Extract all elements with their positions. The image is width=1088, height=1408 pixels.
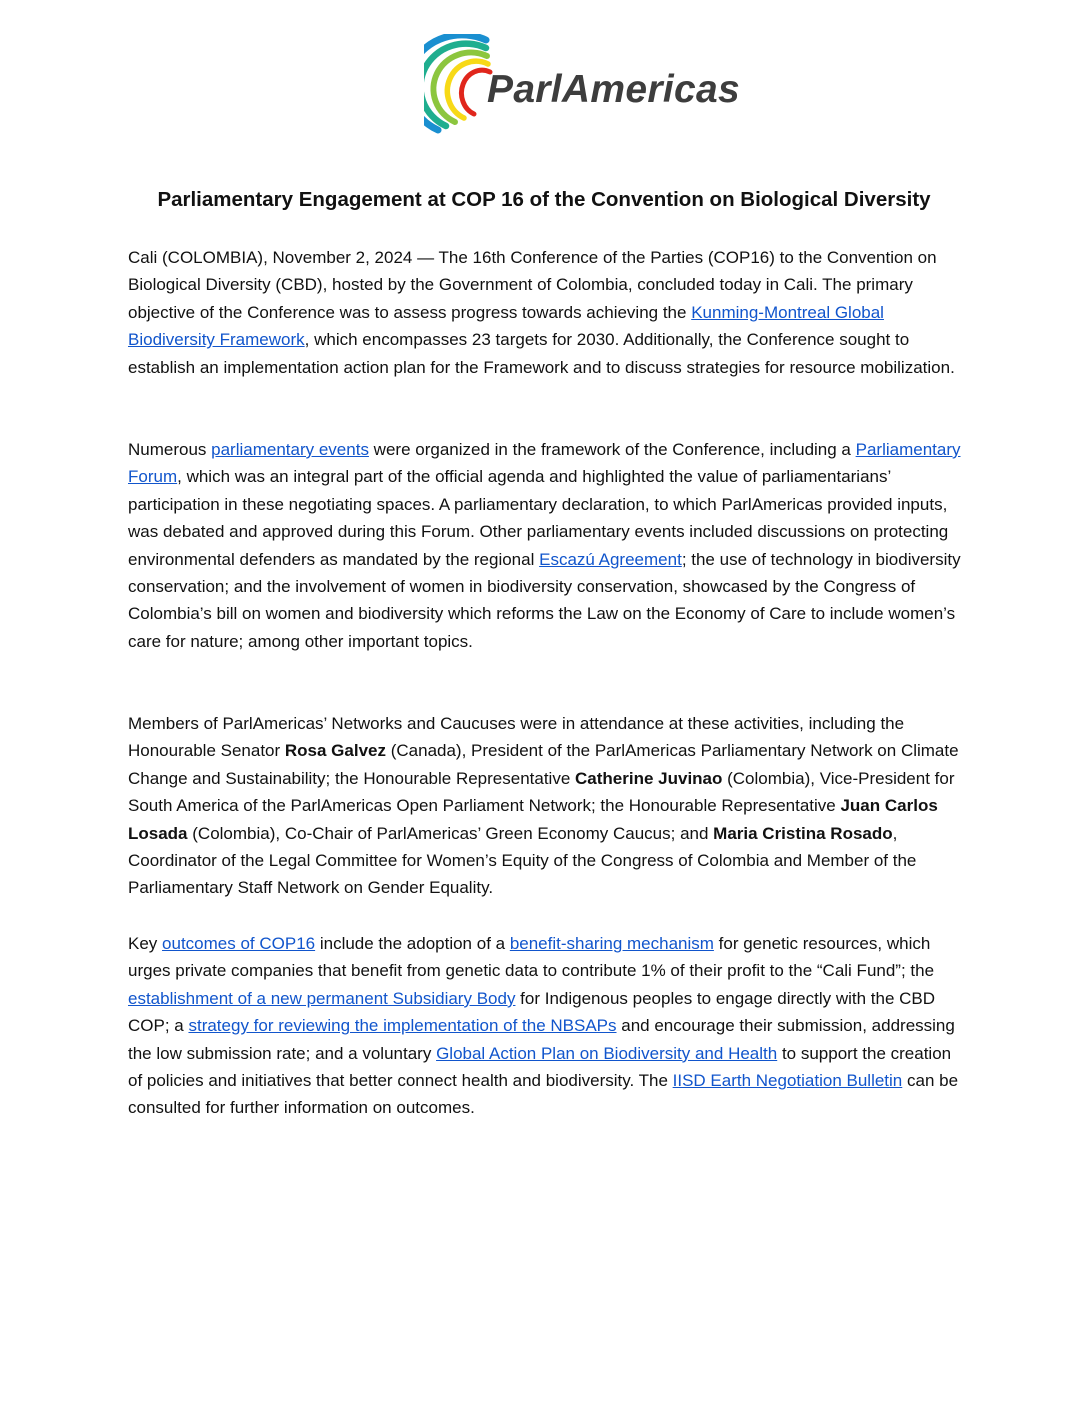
- member-name: Rosa Galvez: [284, 741, 386, 761]
- text-span: can be consulted for further information on outcomes.: [128, 1071, 959, 1118]
- page-title: Parliamentary Engagement at COP 16 of the Convention on Biological Diversity: [157, 188, 931, 211]
- paragraph-parliamentary-events: [128, 436, 968, 655]
- paragraph-outcomes: [128, 930, 968, 1122]
- member-name: Catherine Juvinao: [575, 768, 723, 788]
- text-span: , which encompasses 23 targets for 2030. Additionally, the Conference sought to establish an implementation action plan for the Framework and to discuss strategies for resource mobilization.: [128, 330, 955, 377]
- link-parliamentary-events[interactable]: parliamentary events: [211, 440, 369, 459]
- text-span: (Canada), President of the ParlAmericas Parliamentary Network on Climate Change and Sustainability; the Honourable Representative: [128, 741, 959, 788]
- text-span: Numerous: [128, 440, 212, 459]
- paragraph-members: [128, 710, 968, 902]
- member-name: Maria Cristina Rosado: [713, 823, 893, 843]
- text-span: (Colombia), Vice-President for South America of the ParlAmericas Open Parliament Network; the Honourable Representative: [128, 768, 955, 816]
- text-span: and encourage their submission, addressing the low submission rate; and a voluntary: [128, 1016, 955, 1063]
- link-parliamentary-forum[interactable]: Parliamentary Forum: [128, 440, 961, 487]
- text-span: Cali (COLOMBIA), November 2, 2024 — The 16th Conference of the Parties (COP16) to the Convention on Biological Diversity (CBD), hosted by the Government of Colombia, concluded today in Cali. The primary objective of the Conference was to assess progress towards achieving the: [128, 248, 937, 322]
- parlamericas-logo: [424, 34, 774, 134]
- text-span: , which was an integral part of the official agenda and highlighted the value of parliamentarians’ participation in these negotiating spaces. A parliamentary declaration, to which ParlAmericas provided inputs, was debated and approved during this Forum. Other parliamentary events included discussions on protecting environmental defenders as mandated by the regional: [128, 467, 949, 569]
- link-nbsaps-strategy[interactable]: strategy for reviewing the implementation of the NBSAPs: [188, 1016, 617, 1036]
- text-span: to support the creation of policies and initiatives that better connect health and biodiversity. The: [128, 1043, 952, 1091]
- paragraph-intro: [128, 244, 968, 381]
- text-span: for genetic resources, which urges private companies that benefit from genetic data to contribute 1% of their profit to the “Cali Fund”; the: [128, 934, 935, 981]
- text-span: (Colombia), Co-Chair of ParlAmericas’ Green Economy Caucus; and: [187, 823, 714, 843]
- text-span: ; the use of technology in biodiversity conservation; and the involvement of women in biodiversity conservation, showcased by the Congress of Colombia’s bill on women and biodiversity which reforms the Law on the Economy of Care to include women’s care for nature; among other important topics.: [128, 549, 961, 651]
- text-span: include the adoption of a: [315, 934, 510, 953]
- text-span: were organized in the framework of the Conference, including a: [368, 440, 856, 459]
- text-span: , Coordinator of the Legal Committee for Women’s Equity of the Congress of Colombia and Member of the Parliamentary Staff Network on Gender Equality.: [128, 823, 917, 898]
- link-subsidiary-body[interactable]: establishment of a new permanent Subsidiary Body: [128, 988, 516, 1008]
- member-name: Juan Carlos Losada: [128, 796, 938, 843]
- link-kunming-montreal-framework[interactable]: Kunming-Montreal Global Biodiversity Framework: [128, 302, 884, 350]
- link-benefit-sharing-mechanism[interactable]: benefit-sharing mechanism: [509, 934, 714, 953]
- text-span: Members of ParlAmericas’ Networks and Caucuses were in attendance at these activities, including the Honourable Senator: [128, 714, 905, 761]
- text-span: for Indigenous peoples to engage directly with the CBD COP; a: [128, 988, 936, 1036]
- logo-wordmark: ParlAmericas: [487, 68, 740, 111]
- link-outcomes-cop16[interactable]: outcomes of COP16: [162, 934, 316, 953]
- text-span: Key: [128, 934, 163, 953]
- link-escazu-agreement[interactable]: Escazú Agreement: [539, 549, 682, 569]
- link-global-action-plan[interactable]: Global Action Plan on Biodiversity and Health: [436, 1043, 778, 1063]
- link-iisd-bulletin[interactable]: IISD Earth Negotiation Bulletin: [672, 1071, 903, 1091]
